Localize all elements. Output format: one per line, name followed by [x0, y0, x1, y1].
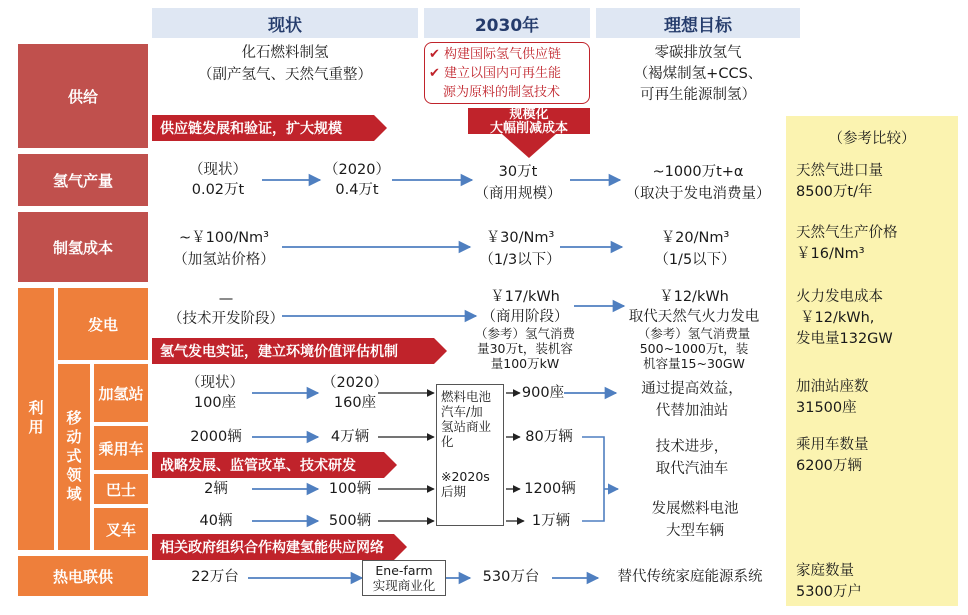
bus-current: 2辆 [204, 481, 228, 497]
fcv-box-line2: 汽车/加 [441, 404, 483, 419]
station-2020-b: 160座 [333, 395, 377, 411]
output-2030-a: 30万t [498, 164, 538, 180]
ref-gas-station-a: 加油站座数 [796, 379, 869, 395]
power-2030-b: （商用阶段） [481, 309, 569, 325]
supply-2030-line3: 源为原料的制氢技术 [443, 85, 561, 100]
cost-2030-b: （1/3以下） [479, 252, 561, 268]
station-ideal-a: 通过提高效益， [641, 381, 743, 397]
label-mobility: 移动式领域 [58, 364, 90, 550]
station-current-a: （现状） [186, 375, 244, 391]
forklift-current: 40辆 [199, 513, 233, 529]
supply-2030-box [424, 42, 590, 104]
station-ideal-b: 代替加油站 [655, 403, 729, 419]
output-2020-a: （2020） [324, 162, 390, 178]
forklift-2030: 1万辆 [531, 513, 571, 529]
fcv-box-line6: 后期 [441, 484, 467, 499]
header-ideal: 理想目标 [596, 8, 800, 38]
ref-thermal-c: 发电量132GW [796, 331, 893, 347]
car-2030: 80万辆 [525, 429, 573, 445]
fcv-box-line4: 化 [441, 434, 454, 449]
power-current-b: （技术开发阶段） [168, 311, 284, 327]
header-2030: 2030年 [424, 8, 590, 38]
ref-thermal-a: 火力发电成本 [796, 289, 883, 305]
output-ideal-b: （取决于发电消费量） [625, 186, 771, 202]
bus-ideal-b: 大型车辆 [666, 523, 724, 539]
banner-scale [468, 108, 590, 136]
check-icon: ✔ [429, 47, 445, 62]
check-icon: ✔ [429, 66, 445, 81]
fcv-commercialization-box [436, 384, 504, 526]
supply-current-line1: 化石燃料制氢 [241, 45, 329, 61]
cost-2030-a: ￥30/Nm³ [485, 230, 555, 246]
power-ideal-note3: 机容量15~30GW [643, 356, 745, 371]
power-2030-note1: （参考）氢气消费 [474, 326, 575, 341]
ref-homes-a: 家庭数量 [796, 563, 854, 579]
label-h2-output: 氢气产量 [18, 154, 148, 206]
banner-scale-line2: 大幅削减成本 [489, 121, 568, 136]
car-2020: 4万辆 [330, 429, 370, 445]
ene-farm-line2: 实现商业化 [372, 578, 436, 593]
label-chp: 热电联供 [18, 556, 148, 596]
ref-gas-station-b: 31500座 [796, 400, 857, 416]
supply-2030-line1: 构建国际氢气供应链 [444, 47, 562, 62]
label-power: 发电 [58, 288, 148, 360]
output-current-a: （现状） [189, 162, 247, 178]
ref-gas-import-a: 天然气进口量 [796, 163, 883, 179]
power-ideal-a: ￥12/kWh [659, 289, 729, 305]
cost-current-a: ~￥100/Nm³ [179, 230, 269, 246]
supply-ideal-line3: 可再生能源制氢） [640, 87, 756, 103]
ref-homes-b: 5300万户 [796, 584, 862, 600]
cost-ideal-b: （1/5以下） [654, 252, 736, 268]
banner-power-demo: 氢气发电实证，建立环境价值评估机制 [152, 338, 434, 364]
label-station: 加氢站 [94, 364, 148, 422]
ene-farm-line1: Ene-farm [375, 563, 433, 578]
ref-thermal-b: ￥12/kWh, [800, 310, 875, 326]
banner-supply-chain: 供应链发展和验证，扩大规模 [152, 115, 374, 141]
banner-scale-line1: 规模化 [509, 107, 549, 122]
label-car: 乘用车 [94, 426, 148, 470]
label-utilization: 利用 [18, 288, 54, 550]
output-current-b: 0.02万t [191, 182, 245, 198]
power-current-a: — [218, 291, 234, 307]
header-current: 现状 [152, 8, 418, 38]
output-2020-b: 0.4万t [335, 182, 379, 198]
ref-cars-a: 乘用车数量 [796, 437, 869, 453]
output-2030-b: （商用规模） [474, 186, 562, 202]
ref-gas-price-a: 天然气生产价格 [796, 225, 898, 241]
ref-gas-import-b: 8500万t/年 [796, 184, 873, 200]
power-ideal-note2: 500~1000万t，装 [639, 341, 749, 356]
ene-farm-box [362, 560, 446, 596]
label-supply: 供给 [18, 44, 148, 148]
ref-gas-price-b: ￥16/Nm³ [796, 246, 865, 262]
ref-cars-b: 6200万辆 [796, 458, 862, 474]
output-ideal-a: ~1000万t+α [652, 164, 744, 180]
banner-strategy: 战略发展、监管改革、技术研发 [152, 452, 384, 478]
supply-current-line2: （副产氢气、天然气重整） [198, 67, 372, 83]
forklift-2020: 500辆 [328, 513, 372, 529]
supply-ideal-line2: （褐煤制氢+CCS、 [633, 66, 763, 82]
car-ideal-b: 取代汽油车 [655, 461, 729, 477]
station-2020-a: （2020） [322, 375, 388, 391]
bus-ideal-a: 发展燃料电池 [651, 501, 739, 517]
power-2030-a: ￥17/kWh [490, 289, 560, 305]
label-bus: 巴士 [94, 474, 148, 504]
car-ideal-a: 技术进步， [655, 439, 729, 455]
station-2030: 900座 [521, 385, 565, 401]
label-forklift: 叉车 [94, 508, 148, 550]
fcv-box-line1: 燃料电池 [441, 389, 492, 404]
car-current: 2000辆 [190, 429, 242, 445]
fcv-box-line5: ※2020s [441, 469, 490, 484]
station-current-b: 100座 [193, 395, 237, 411]
fcv-box-line3: 氢站商业 [441, 419, 492, 434]
supply-ideal-line1: 零碳排放氢气 [654, 45, 742, 61]
cost-current-b: （加氢站价格） [173, 252, 275, 268]
chp-current: 22万台 [191, 569, 239, 585]
chp-2030: 530万台 [482, 569, 540, 585]
banner-network: 相关政府组织合作构建氢能供应网络 [152, 534, 394, 560]
bus-2030: 1200辆 [524, 481, 576, 497]
power-ideal-b: 取代天然气火力发电 [628, 309, 760, 325]
supply-2030-line2: 建立以国内可再生能 [444, 66, 562, 81]
power-ideal-note1: （参考）氢气消费量 [637, 326, 751, 341]
power-2030-note2: 量30万t，装机容 [477, 341, 573, 356]
bus-2020: 100辆 [328, 481, 372, 497]
chp-ideal: 替代传统家庭能源系统 [617, 569, 763, 585]
label-h2-cost: 制氢成本 [18, 212, 148, 282]
power-2030-note3: 量100万kW [490, 356, 560, 371]
ref-title: （参考比较） [828, 131, 916, 147]
cost-ideal-a: ￥20/Nm³ [660, 230, 730, 246]
